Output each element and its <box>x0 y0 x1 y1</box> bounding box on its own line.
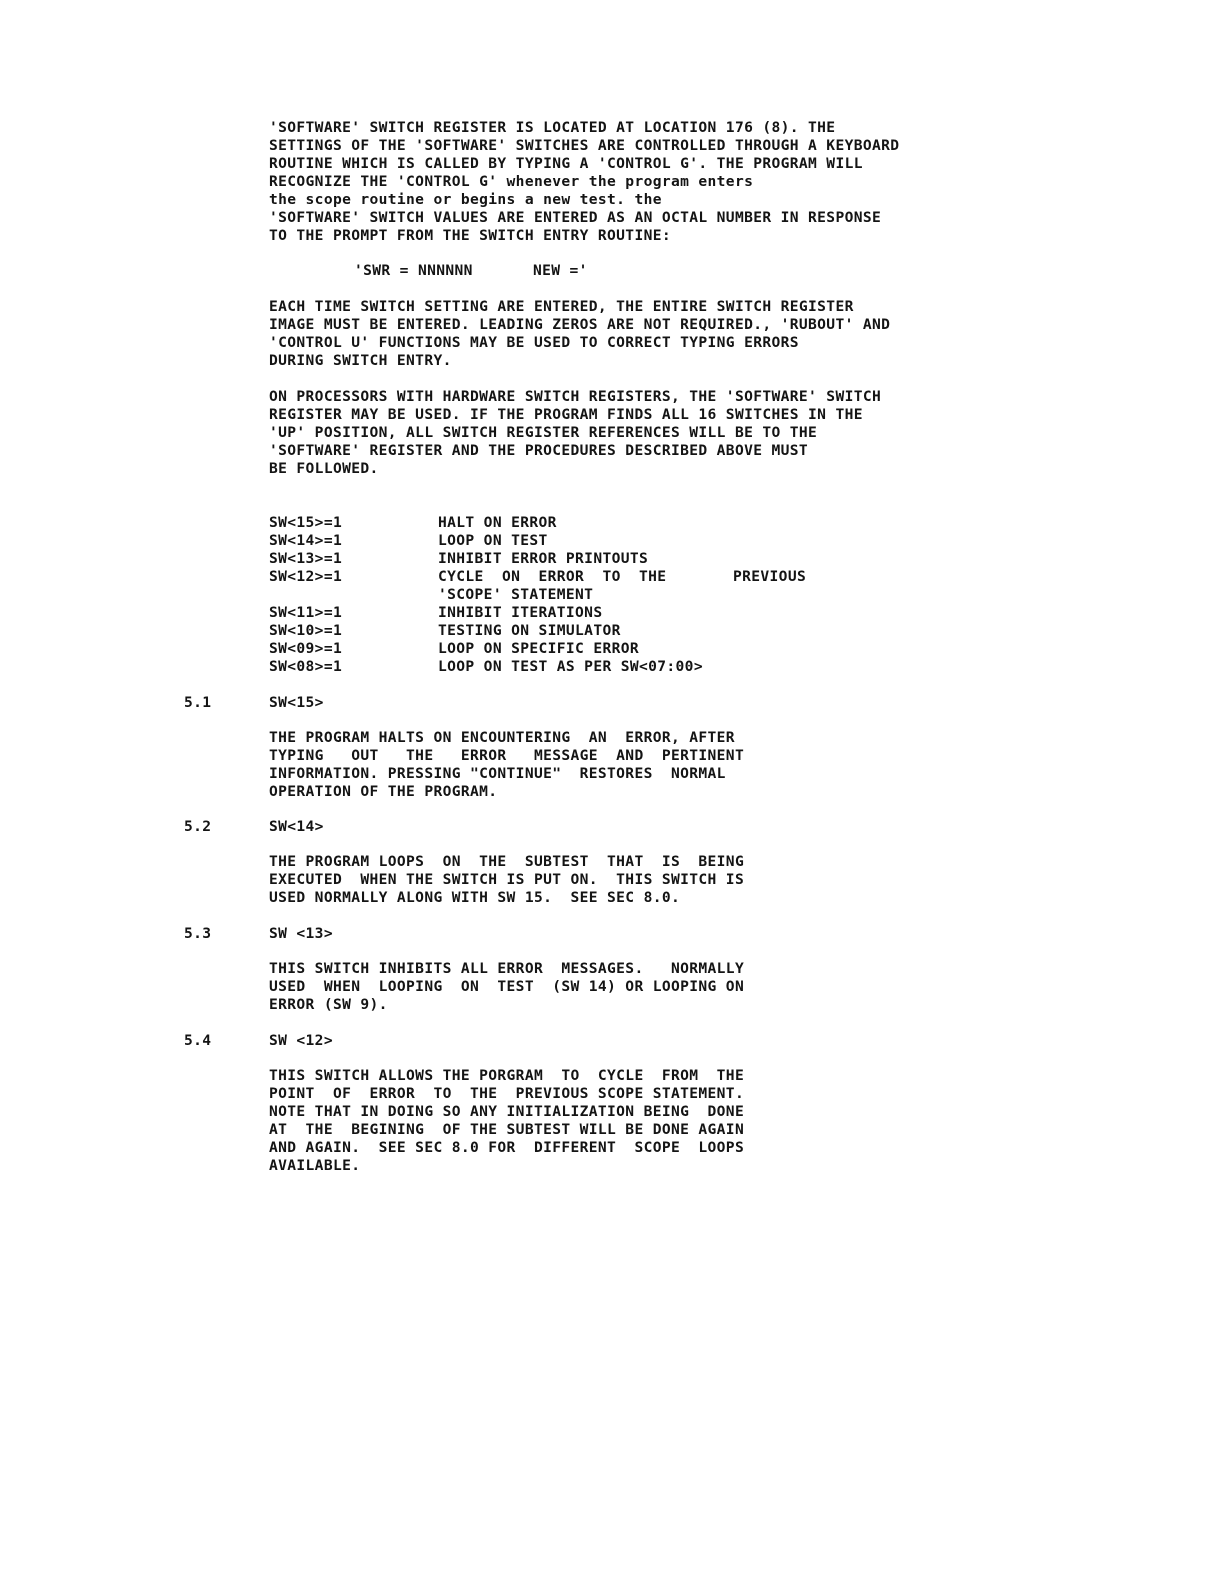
para2-line: DURING SWITCH ENTRY. <box>269 352 452 369</box>
switch-description: TESTING ON SIMULATOR <box>438 622 621 639</box>
section-number: 5.4 <box>184 1032 212 1049</box>
section-body-line: INFORMATION. PRESSING "CONTINUE" RESTORES NORMAL <box>269 765 726 782</box>
section-number: 5.1 <box>184 694 212 711</box>
section-body-line: USED WHEN LOOPING ON TEST (SW 14) OR LOOPING ON <box>269 978 745 995</box>
para2-line: IMAGE MUST BE ENTERED. LEADING ZEROS ARE NOT REQUIRED., 'RUBOUT' AND <box>269 316 891 333</box>
switch-description: INHIBIT ERROR PRINTOUTS <box>438 550 649 567</box>
section-body-line: USED NORMALLY ALONG WITH SW 15. SEE SEC 8.0. <box>269 889 681 906</box>
section-body-line: THIS SWITCH INHIBITS ALL ERROR MESSAGES. NORMALLY <box>269 960 745 977</box>
intro-line: 'SOFTWARE' SWITCH VALUES ARE ENTERED AS AN OCTAL NUMBER IN RESPONSE <box>269 209 882 226</box>
swr-prompt: 'SWR = NNNNNN <box>354 262 473 279</box>
switch-name: SW<11>=1 <box>269 604 343 621</box>
section-body-line: OPERATION OF THE PROGRAM. <box>269 783 498 800</box>
switch-description: CYCLE ON ERROR TO THE <box>438 568 667 585</box>
section-body-line: AND AGAIN. SEE SEC 8.0 FOR DIFFERENT SCOPE LOOPS <box>269 1139 745 1156</box>
switch-name: SW<08>=1 <box>269 658 343 675</box>
switch-name: SW<09>=1 <box>269 640 343 657</box>
section-title: SW<15> <box>269 694 324 711</box>
section-body-line: THE PROGRAM LOOPS ON THE SUBTEST THAT IS BEING <box>269 853 745 870</box>
para3-line: 'UP' POSITION, ALL SWITCH REGISTER REFERENCES WILL BE TO THE <box>269 424 818 441</box>
para3-line: ON PROCESSORS WITH HARDWARE SWITCH REGISTERS, THE 'SOFTWARE' SWITCH <box>269 388 882 405</box>
para3-line: BE FOLLOWED. <box>269 460 379 477</box>
intro-line: the scope routine or begins a new test. the <box>269 191 662 208</box>
section-title: SW<14> <box>269 818 324 835</box>
intro-line: TO THE PROMPT FROM THE SWITCH ENTRY ROUTINE: <box>269 227 671 244</box>
section-body-line: THE PROGRAM HALTS ON ENCOUNTERING AN ERROR, AFTER <box>269 729 735 746</box>
para2-line: EACH TIME SWITCH SETTING ARE ENTERED, THE ENTIRE SWITCH REGISTER <box>269 298 854 315</box>
intro-line: RECOGNIZE THE 'CONTROL G' whenever the program enters <box>269 173 754 190</box>
switch-name: SW<13>=1 <box>269 550 343 567</box>
section-body-line: TYPING OUT THE ERROR MESSAGE AND PERTINENT <box>269 747 745 764</box>
switch-description: INHIBIT ITERATIONS <box>438 604 603 621</box>
section-number: 5.3 <box>184 925 212 942</box>
switch-name: SW<12>=1 <box>269 568 343 585</box>
section-body-line: NOTE THAT IN DOING SO ANY INITIALIZATION BEING DONE <box>269 1103 745 1120</box>
switch-description-tail: PREVIOUS <box>733 568 807 585</box>
switch-description-continued: 'SCOPE' STATEMENT <box>438 586 594 603</box>
section-body-line: POINT OF ERROR TO THE PREVIOUS SCOPE STATEMENT. <box>269 1085 745 1102</box>
section-body-line: AT THE BEGINING OF THE SUBTEST WILL BE DONE AGAIN <box>269 1121 745 1138</box>
switch-description: LOOP ON SPECIFIC ERROR <box>438 640 639 657</box>
switch-description: LOOP ON TEST AS PER SW<07:00> <box>438 658 703 675</box>
switch-description: HALT ON ERROR <box>438 514 557 531</box>
section-body-line: THIS SWITCH ALLOWS THE PORGRAM TO CYCLE FROM THE <box>269 1067 745 1084</box>
section-title: SW <13> <box>269 925 333 942</box>
switch-name: SW<14>=1 <box>269 532 343 549</box>
section-body-line: EXECUTED WHEN THE SWITCH IS PUT ON. THIS SWITCH IS <box>269 871 745 888</box>
section-body-line: ERROR (SW 9). <box>269 996 388 1013</box>
switch-name: SW<15>=1 <box>269 514 343 531</box>
section-body-line: AVAILABLE. <box>269 1157 361 1174</box>
para2-line: 'CONTROL U' FUNCTIONS MAY BE USED TO CORRECT TYPING ERRORS <box>269 334 799 351</box>
section-number: 5.2 <box>184 818 212 835</box>
new-prompt: NEW =' <box>533 262 588 279</box>
intro-line: SETTINGS OF THE 'SOFTWARE' SWITCHES ARE CONTROLLED THROUGH A KEYBOARD <box>269 137 900 154</box>
switch-name: SW<10>=1 <box>269 622 343 639</box>
para3-line: 'SOFTWARE' REGISTER AND THE PROCEDURES DESCRIBED ABOVE MUST <box>269 442 809 459</box>
section-title: SW <12> <box>269 1032 333 1049</box>
para3-line: REGISTER MAY BE USED. IF THE PROGRAM FINDS ALL 16 SWITCHES IN THE <box>269 406 863 423</box>
intro-line: ROUTINE WHICH IS CALLED BY TYPING A 'CONTROL G'. THE PROGRAM WILL <box>269 155 863 172</box>
intro-line: 'SOFTWARE' SWITCH REGISTER IS LOCATED AT LOCATION 176 (8). THE <box>269 119 836 136</box>
switch-description: LOOP ON TEST <box>438 532 548 549</box>
